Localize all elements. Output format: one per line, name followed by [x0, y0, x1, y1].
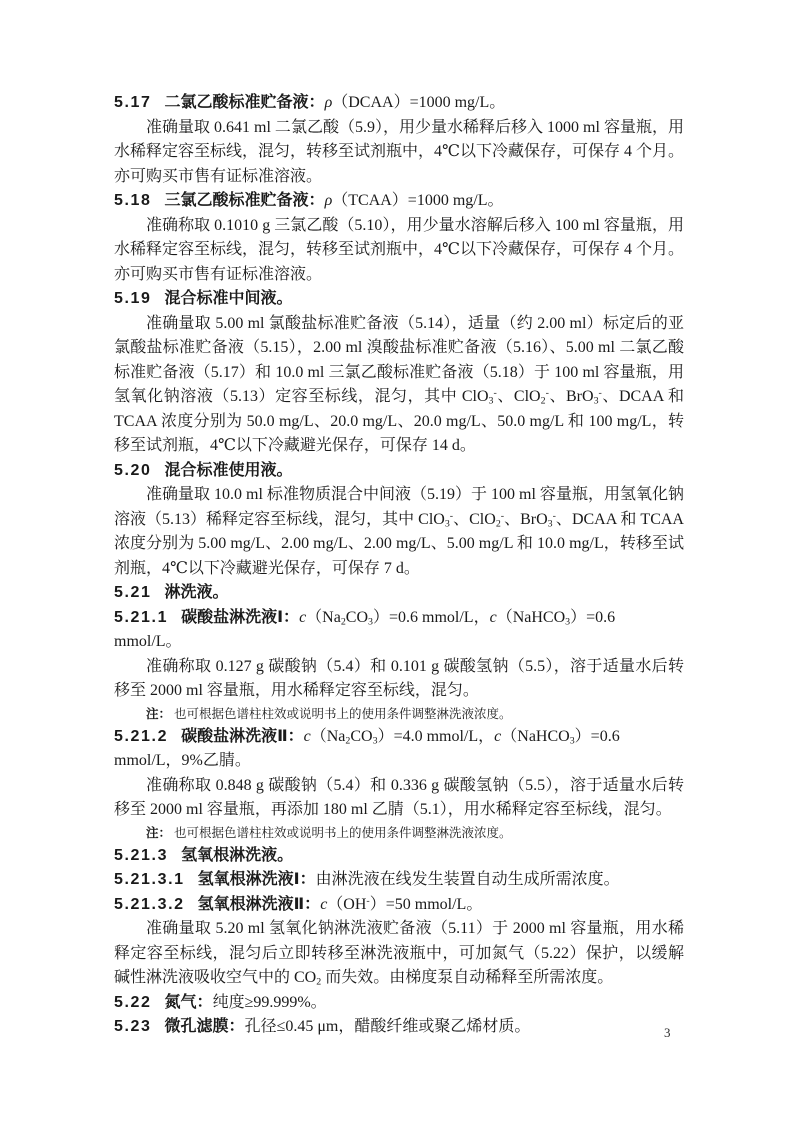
section-heading	[114, 287, 684, 312]
section-note	[114, 704, 684, 725]
section-title: 微孔滤膜：	[164, 1018, 245, 1035]
section-5-21-2	[114, 725, 684, 844]
section-5-17	[114, 91, 684, 189]
section-heading	[114, 606, 684, 655]
section-heading	[114, 581, 684, 606]
section-spec: $c(Na_2CO_3)=4.0$ mmol/L，c（NaHCO$_3$）=0.6 mmol/L，9%乙腈。	[114, 727, 620, 769]
document-body	[114, 91, 684, 1040]
page-number: 3	[664, 1025, 671, 1040]
section-number: 5.19	[114, 290, 152, 307]
section-5-21	[114, 581, 684, 606]
section-number: 5.21	[114, 584, 152, 601]
section-spec: 孔径≤0.45 μm，醋酸纤维或聚乙烯材质。	[244, 1018, 531, 1035]
section-paragraph: 准确称取 0.848 g 碳酸钠（5.4）和 0.336 g 碳酸氢钠（5.5），溶于适量水后转移至 2000 ml 容量瓶，再添加 180 ml 乙腈（5.1），用水稀释定容至标线，混匀。	[114, 776, 684, 818]
section-spec: 纯度≥99.999%。	[212, 993, 327, 1011]
section-spec: 由淋洗液在线发生装置自动生成所需浓度。	[315, 871, 620, 888]
section-5-19	[114, 287, 684, 459]
note-label: 注：	[146, 706, 172, 721]
section-note	[114, 823, 684, 844]
section-spec: ρ（DCAA）=1000 mg/L。	[324, 94, 506, 111]
section-heading	[114, 893, 684, 918]
section-paragraph: 准确称取 0.1010 g 三氯乙酸（5.10），用少量水溶解后移入 100 ml 容量瓶，用水稀释定容至标线，混匀，转移至试剂瓶中，4℃以下冷藏保存，可保存 4 个月。亦可购买市售有证标准溶液。	[114, 216, 684, 283]
section-5-21-3	[114, 844, 684, 869]
section-heading	[114, 725, 684, 774]
section-number: 5.21.3	[114, 846, 169, 864]
section-number: 5.23	[114, 1018, 152, 1035]
section-title: 三氯乙酸标准贮备液：	[164, 192, 325, 209]
section-5-20	[114, 459, 684, 582]
section-title: 混合标准中间液。	[164, 290, 293, 307]
section-spec: $c(Na_2CO_3)=0.6$ mmol/L，c（NaHCO$_3$）=0.6 mmol/L。	[114, 608, 616, 650]
section-title: 碳酸盐淋洗液Ⅰ：	[181, 608, 300, 626]
note-label: 注：	[146, 825, 172, 840]
section-heading	[114, 189, 684, 214]
section-number: 5.21.2	[114, 727, 169, 745]
section-number: 5.20	[114, 461, 152, 479]
section-number: 5.22	[114, 993, 152, 1011]
section-title: 氢氧根淋洗液Ⅱ：	[197, 895, 321, 913]
section-5-21-1	[114, 606, 684, 725]
section-5-21-3-1	[114, 868, 684, 893]
section-heading	[114, 459, 684, 484]
section-heading	[114, 991, 684, 1016]
section-number: 5.21.3.2	[114, 895, 185, 913]
section-number: 5.18	[114, 192, 152, 209]
section-title: 碳酸盐淋洗液Ⅱ：	[181, 727, 304, 745]
section-spec: ρ（TCAA）=1000 mg/L。	[324, 192, 504, 209]
section-paragraph: 准确量取 10.0 ml 标准物质混合中间液（5.19）于 100 ml 容量瓶，用氢氧化钠溶液（5.13）稀释定容至标线，混匀，其中 ClO$_3$-、ClO$_2$-、BrO$_3$-、DCAA 和 TCAA 浓度分别为 5.00 mg/L、2.00 mg/L、2.00 mg/L、5.00 mg/L 和 10.0 mg/L，转移至试剂瓶，4℃以下冷藏避光保存，可保存 7 d。	[114, 486, 684, 577]
section-number: 5.21.3.1	[114, 871, 185, 888]
section-5-22	[114, 991, 684, 1016]
section-heading	[114, 844, 684, 869]
section-title: 混合标准使用液。	[164, 461, 293, 479]
section-title: 淋洗液。	[164, 584, 229, 601]
section-5-21-3-2	[114, 893, 684, 991]
section-heading	[114, 868, 684, 893]
section-5-23	[114, 1015, 684, 1040]
section-paragraph: 准确量取 0.641 ml 二氯乙酸（5.9），用少量水稀释后移入 1000 ml 容量瓶，用水稀释定容至标线，混匀，转移至试剂瓶中，4℃以下冷藏保存，可保存 4 个月。亦可购买市售有证标准溶液。	[114, 118, 684, 185]
section-spec: c（OH-）=50 mmol/L。	[320, 895, 483, 913]
section-heading	[114, 91, 684, 116]
section-heading	[114, 1015, 684, 1040]
section-title: 二氯乙酸标准贮备液：	[164, 94, 325, 111]
section-title: 氢氧根淋洗液Ⅰ：	[197, 871, 316, 888]
section-number: 5.21.1	[114, 608, 169, 626]
note-text: 也可根据色谱柱柱效或说明书上的使用条件调整淋洗液浓度。	[174, 825, 512, 840]
section-paragraph: 准确量取 5.00 ml 氯酸盐标准贮备液（5.14），适量（约 2.00 ml）标定后的亚氯酸盐标准贮备液（5.15），2.00 ml 溴酸盐标准贮备液（5.16）、5.00 ml 二氯乙酸标准贮备液（5.17）和 10.0 ml 三氯乙酸标准贮备液（5.18）于 100 ml 容量瓶，用氢氧化钠溶液（5.13）定容至标线，混匀，其中 ClO$_3$-、ClO$_2$-、BrO$_3$-、DCAA 和 TCAA 浓度分别为 50.0 mg/L、20.0 mg/L、20.0 mg/L、50.0 mg/L 和 100 mg/L，转移至试剂瓶，4℃以下冷藏避光保存，可保存 14 d。	[114, 314, 684, 454]
section-paragraph: 准确称取 0.127 g 碳酸钠（5.4）和 0.101 g 碳酸氢钠（5.5），溶于适量水后转移至 2000 ml 容量瓶，用水稀释定容至标线，混匀。	[114, 657, 684, 699]
note-text: 也可根据色谱柱柱效或说明书上的使用条件调整淋洗液浓度。	[174, 706, 512, 721]
section-title: 氢氧根淋洗液。	[181, 846, 294, 864]
section-title: 氮气：	[164, 993, 213, 1011]
section-paragraph: 准确量取 5.20 ml 氢氧化钠淋洗液贮备液（5.11）于 2000 ml 容量瓶，用水稀释定容至标线，混匀后立即转移至淋洗液瓶中，可加氮气（5.22）保护，以缓解碱性淋洗液吸收空气中的 $CO_2$ 而失效。由梯度泵自动稀释至所需浓度。	[114, 920, 684, 988]
section-5-18	[114, 189, 684, 287]
section-number: 5.17	[114, 94, 152, 111]
